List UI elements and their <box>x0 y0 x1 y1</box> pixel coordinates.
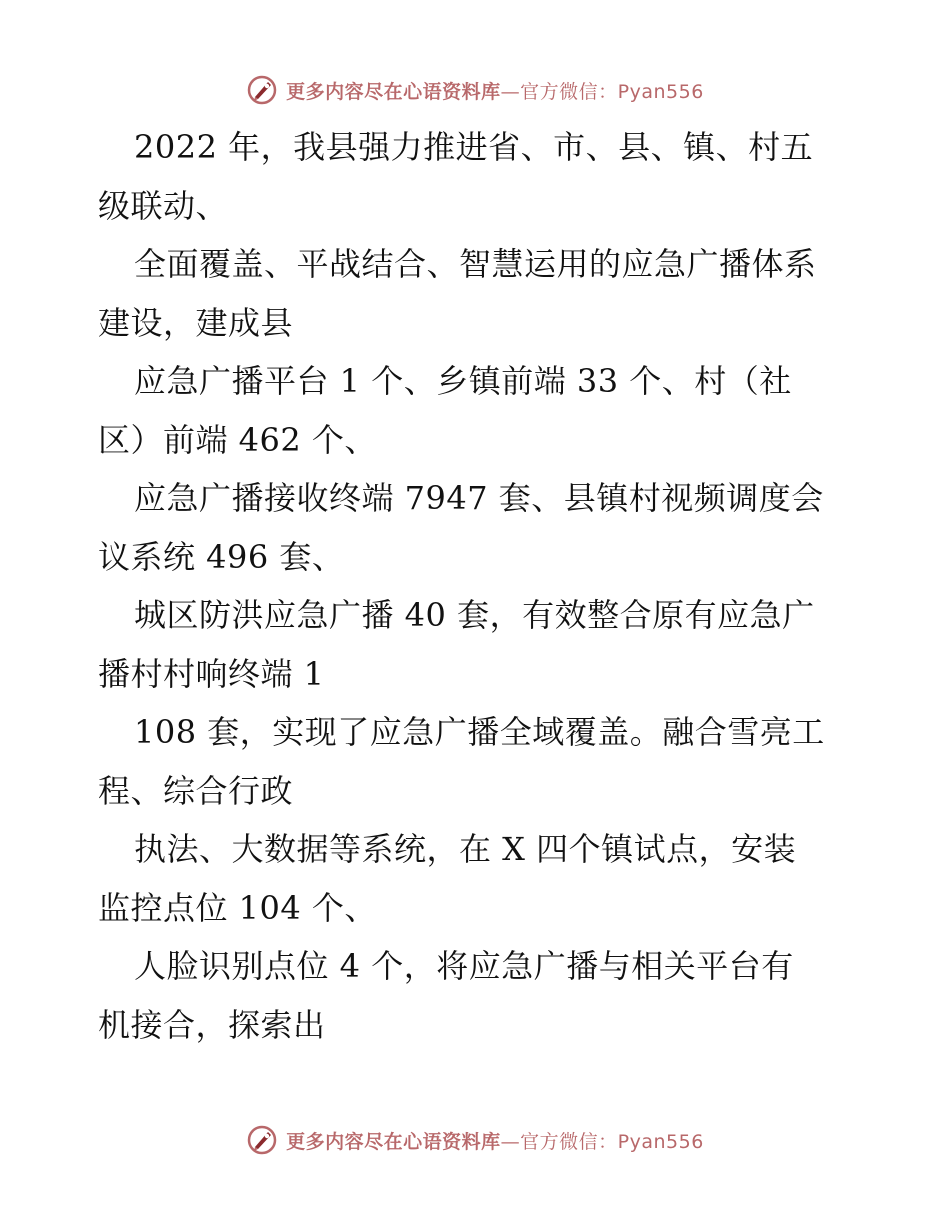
watermark-brand: 更多内容尽在心语资料库 <box>286 1130 501 1153</box>
quill-pen-logo-icon <box>246 1124 278 1156</box>
text-line-9: 城区防洪应急广播 40 套，有效整合原有应急广 <box>134 596 815 634</box>
text-line-7: 应急广播接收终端 7947 套、县镇村视频调度会 <box>134 479 824 517</box>
watermark-separator: — <box>500 1130 521 1153</box>
watermark-brand: 更多内容尽在心语资料库 <box>286 80 501 103</box>
watermark-separator: — <box>500 80 521 103</box>
text-line-6: 区）前端 462 个、 <box>98 420 377 459</box>
text-line-10: 播村村响终端 1 <box>98 654 325 693</box>
text-line-5: 应急广播平台 1 个、乡镇前端 33 个、村（社 <box>134 362 792 400</box>
watermark-wechat: 官方微信：Pyan556 <box>520 80 704 103</box>
text-line-12: 程、综合行政 <box>98 771 294 810</box>
text-line-13: 执法、大数据等系统，在 X 四个镇试点，安装 <box>134 830 797 868</box>
text-line-4: 建设，建成县 <box>98 303 294 342</box>
text-line-2: 级联动、 <box>98 186 229 225</box>
text-line-8: 议系统 496 套、 <box>98 537 345 576</box>
text-line-1: 2022 年，我县强力推进省、市、县、镇、村五 <box>134 128 814 166</box>
text-line-14: 监控点位 104 个、 <box>98 888 377 927</box>
header-watermark <box>0 70 950 110</box>
watermark-wechat: 官方微信：Pyan556 <box>520 1130 704 1153</box>
text-line-15: 人脸识别点位 4 个，将应急广播与相关平台有 <box>134 947 794 985</box>
footer-watermark <box>0 1120 950 1160</box>
text-line-3: 全面覆盖、平战结合、智慧运用的应急广播体系 <box>134 245 817 283</box>
text-line-16: 机接合，探索出 <box>98 1005 326 1044</box>
quill-pen-logo-icon <box>246 74 278 106</box>
text-line-11: 108 套，实现了应急广播全域覆盖。融合雪亮工 <box>134 713 825 751</box>
document-body <box>98 118 858 1054</box>
